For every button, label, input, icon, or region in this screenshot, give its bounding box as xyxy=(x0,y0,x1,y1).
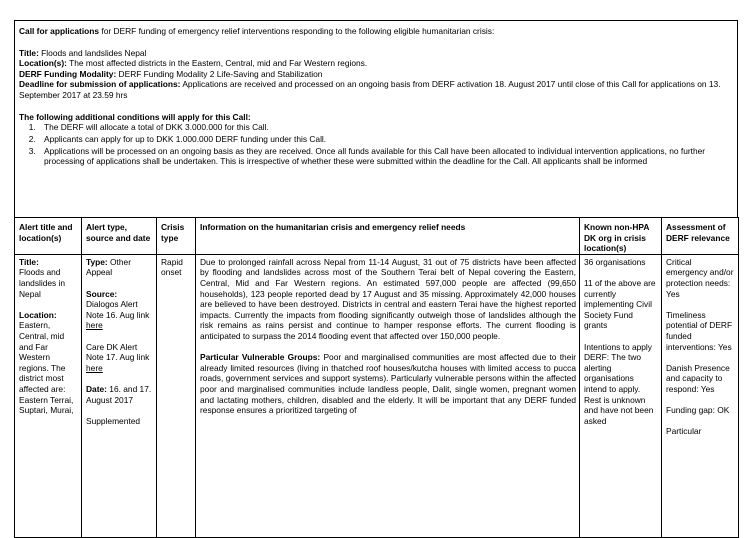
call-header xyxy=(14,20,738,217)
condition-item: 1. The DERF will allocate a total of DKK 3.000.000 for this Call. xyxy=(38,122,733,133)
column-header: Assessment of DERF relevance xyxy=(662,218,739,255)
derf-relevance-cell: Critical emergency and/or protection needs: Yes Timeliness potential of DERF funded interventions: Yes Danish Presence and capacity to respond: Yes Funding gap: OK Particular xyxy=(662,254,739,537)
table-row xyxy=(15,254,739,537)
conditions-list xyxy=(19,122,733,167)
known-orgs-cell: 36 organisations 11 of the above are currently implementing Civil Society Fund grants Intentions to apply DERF: The two alerting organisations intend to apply. Rest is unknown and have not been asked xyxy=(580,254,662,537)
call-modality: DERF Funding Modality: DERF Funding Modality 2 Life-Saving and Stabilization xyxy=(19,68,323,79)
source-link-dialogos[interactable]: here xyxy=(86,320,103,331)
call-location: Location(s): The most affected districts in the Eastern, Central, mid and Far Western regions. xyxy=(19,58,368,69)
table-header-row xyxy=(15,218,739,255)
condition-item: 2. Applicants can apply for up to DKK 1.000.000 DERF funding under this Call. xyxy=(38,134,733,145)
column-header: Alert title and location(s) xyxy=(15,218,82,255)
alert-type-cell: Type: Other Appeal Source: Dialogos Alert Note 16. Aug link here Care DK Alert Note 17. Aug link here Date: 16. and 17. August 2017 Supplemented xyxy=(82,254,157,537)
call-title: Title: Floods and landslides Nepal xyxy=(19,47,147,58)
column-header: Known non-HPA DK org in crisis location(s) xyxy=(580,218,662,255)
condition-item: 3. Applications will be processed on an ongoing basis as they are received. Once all funds available for this Call have been allocated to individual intervention applications, no further processing of applications shall be undertaken. This is irrespective of whether these were submitted within the deadline for the Call. All applicants shall be informed xyxy=(38,146,733,167)
crisis-type-cell: Rapid onset xyxy=(157,254,196,537)
alerts-table xyxy=(14,217,739,538)
column-header: Alert type, source and date xyxy=(82,218,157,255)
column-header: Crisis type xyxy=(157,218,196,255)
alert-title-cell: Title: Floods and landslides in Nepal Location: Eastern, Central, mid and Far Western regions. The district most affected are: Eastern Terrai, Suptari, Murai, xyxy=(15,254,82,537)
source-link-care[interactable]: here xyxy=(86,362,103,373)
conditions-heading: The following additional conditions will apply for this Call: xyxy=(19,111,251,122)
crisis-info-cell: Due to prolonged rainfall across Nepal from 11-14 August, 31 out of 75 districts have been affected by flooding and landslides across most of the Southern Terai belt of Nepal covering the Eastern, Central, Mid and Far Western regions. An estimated 597,000 people are affected (99,650 households), 123 people reported dead by 17 August and 35 missing. Approximately 42,000 houses are believed to have been destroyed. Districts in central and eastern Terai have the highest reported impacts. Currently the impacts from flooding significantly outweigh those of landslides although the risk remains as rains persist and continue to hamper response efforts. The current flooding is anticipated to surpass the 2014 flooding event that affected over 150,000 people. Particular Vulnerable Groups: Poor and marginalised communities are most affected due to their already limited resources (living in thatched roof houses/kutcha houses with limited access to pucca roads, government services and support systems). Particularly vulnerable persons within the affected poor and marginalised communities include landless people, Dalit, single women, pregnant women and lactating mothers, children, disabled and the elderly. It will be important that any DERF funded response ensures a prioritized targeting of xyxy=(196,254,580,537)
call-intro: Call for applications for DERF funding of emergency relief interventions responding to the following eligible humanitarian crisis: xyxy=(19,26,495,36)
call-deadline: Deadline for submission of applications: Applications are received and processed on an ongoing basis from DERF activation 18. August 2017 until close of this Call for applications on 13. September 2017 at 23.59 hrs xyxy=(19,79,721,100)
column-header: Information on the humanitarian crisis and emergency relief needs xyxy=(196,218,580,255)
